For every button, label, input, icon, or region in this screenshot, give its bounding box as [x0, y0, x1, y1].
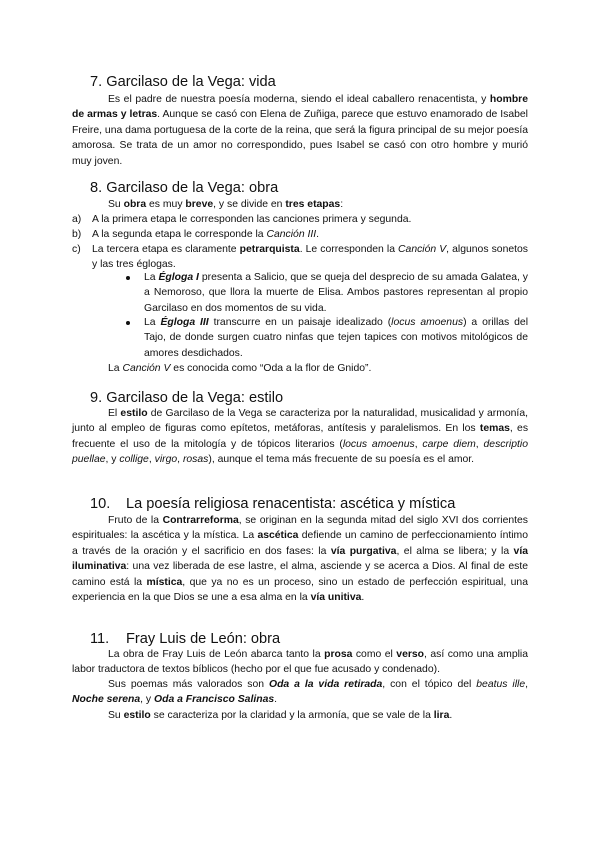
section-10-heading — [90, 496, 455, 512]
list-marker: c) — [72, 244, 81, 255]
list-marker: a) — [72, 214, 82, 225]
bullet-text: La Égloga III transcurre en un paisaje idealizado (locus amoenus) a orillas del Tajo, de donde surgen cuatro ninfas que tejen tapices con motivos mitológicos de amores desdichados. — [144, 317, 529, 359]
section-10-number: 10. — [90, 496, 111, 512]
section-8-outro: La Canción V es conocida como “Oda a la flor de Gnido”. — [108, 363, 372, 374]
bullet-egloga-1 — [136, 270, 528, 316]
section-11-paragraph-2: Sus poemas más valorados son Oda a la vida retirada, con el tópico del beatus ille, Noche serena, y Oda a Francisco Salinas. — [72, 679, 528, 706]
section-9-paragraph: El estilo de Garcilaso de la Vega se caracteriza por la naturalidad, musicalidad y armonía, junto al empleo de figuras como epítetos, metáforas, antítesis y paralelismos. En los temas, es frecuente el uso de la mitología y de tópicos literarios (locus amoenus, carpe diem, descriptio puellae, y collige, virgo, rosas), aunque el tema más frecuente de su poesía es el amor. — [72, 408, 529, 466]
section-7-heading: 7. Garcilaso de la Vega: vida — [90, 74, 276, 90]
bullet-text: La Égloga I presenta a Salicio, que se queja del desprecio de su amada Galatea, y a Nemoroso, que llora la muerte de Elisa. Ambos pastores representan al propio Garcilaso en dos momentos de su vida. — [144, 272, 529, 314]
list-marker: b) — [72, 229, 82, 240]
section-10-paragraph: Fruto de la Contrarreforma, se originan en la segunda mitad del siglo XVI dos corrientes espirituales: la ascética y la mística. La ascética defiende un camino de perfeccionamiento íntimo a través de la oración y el sacrificio en dos fases: la vía purgativa, el alma se libera; y la vía iluminativa: una vez liberada de ese lastre, el alma, asciende y se acerca a Dios. Al final de este camino está la mística, que ya no es un proceso, sino un estado de perfección espiritual, una experiencia en la que Dios se une a esa alma en la vía unitiva. — [72, 515, 528, 604]
list-item-text: A la primera etapa le corresponden las canciones primera y segunda. — [92, 214, 412, 225]
section-11-number: 11. — [90, 631, 110, 647]
section-11-paragraph-3: Su estilo se caracteriza por la claridad y la armonía, que se vale de la lira. — [108, 710, 453, 721]
section-11-title: Fray Luis de León: obra — [126, 631, 281, 647]
section-8-intro: Su obra es muy breve, y se divide en tres etapas: — [108, 199, 344, 210]
list-item-a — [72, 212, 528, 227]
list-item-text: La tercera etapa es claramente petrarquista. Le corresponden la Canción V, algunos sonetos y las tres églogas. — [92, 244, 528, 271]
list-item-text: A la segunda etapa le corresponde la Canción III. — [92, 229, 320, 240]
section-11-paragraph-1: La obra de Fray Luis de León abarca tanto la prosa como el verso, así como una amplia labor traductora de textos bíblicos (hecho por el que fue acusado y condenado). — [72, 649, 529, 676]
section-9-heading: 9. Garcilaso de la Vega: estilo — [90, 390, 284, 406]
bullet-icon — [126, 321, 130, 325]
section-8-heading: 8. Garcilaso de la Vega: obra — [90, 180, 279, 196]
section-7-paragraph: Es el padre de nuestra poesía moderna, siendo el ideal caballero renacentista, y hombre de armas y letras. Aunque se casó con Elena de Zuñiga, parece que estuvo enamorado de Isabel Freire, una dama portuguesa de la corte de la reina, que será la figura principal de su mejor poesía amorosa. Se trata de un amor no correspondido, pues Isabel se casó con otro hombre y murió muy joven. — [72, 94, 528, 167]
list-item-b — [72, 227, 528, 242]
bullet-egloga-3 — [136, 315, 528, 361]
list-item-c — [72, 242, 528, 273]
section-10-title: La poesía religiosa renacentista: ascética y mística — [126, 496, 456, 512]
bullet-icon — [126, 276, 130, 280]
section-11-heading — [90, 631, 280, 647]
